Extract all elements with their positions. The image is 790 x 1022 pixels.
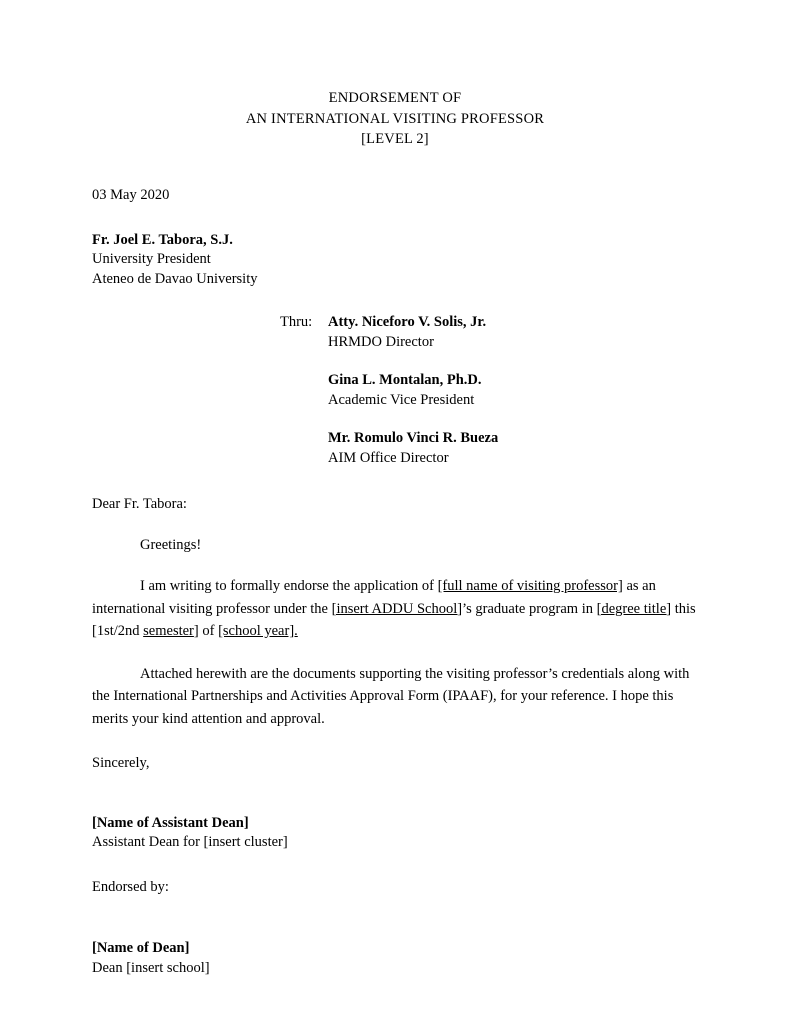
addressee-block <box>92 231 698 290</box>
addressee-name: Fr. Joel E. Tabora, S.J. <box>92 231 233 248</box>
closing: Sincerely, <box>92 755 150 771</box>
para1-seg3: ’s graduate program in <box>462 600 597 617</box>
title-line-2: AN INTERNATIONAL VISITING PROFESSOR <box>245 110 545 127</box>
addressee-position: University President <box>92 251 211 267</box>
title-line-1: ENDORSEMENT OF <box>328 90 462 106</box>
para1-field-school-year: [school year]. <box>218 623 298 639</box>
thru-recipient-3-position: AIM Office Director <box>328 449 449 466</box>
endorsed-by-label: Endorsed by: <box>92 878 169 895</box>
body-paragraph-2: Attached herewith are the documents supporting the visiting professor’s credentials along with the International Partnerships and Activities Approval Form (IPAAF), for your reference. I hope this merits your kind attention and approval. <box>92 665 690 727</box>
thru-recipient-1-position: HRMDO Director <box>328 333 434 350</box>
thru-recipient-3 <box>280 429 698 468</box>
endorser-name: [Name of Dean] <box>92 940 190 956</box>
endorser-role: Dean [insert school] <box>92 959 210 976</box>
body-paragraph-1 <box>92 575 698 643</box>
salutation: Dear Fr. Tabora: <box>92 496 187 512</box>
endorser-block <box>92 939 698 978</box>
para1-field-professor-name: [full name of visiting professor] <box>437 578 623 594</box>
letter-date: 03 May 2020 <box>92 186 170 203</box>
thru-block <box>280 313 698 468</box>
thru-recipient-2-position: Academic Vice President <box>328 391 475 408</box>
document-title <box>92 88 698 150</box>
para1-seg5: ] of <box>193 623 219 639</box>
thru-recipient-3-name: Mr. Romulo Vinci R. Bueza <box>328 430 499 446</box>
thru-label: Thru: <box>280 314 313 330</box>
signatory-role: Assistant Dean for [insert cluster] <box>92 834 288 850</box>
thru-recipient-2 <box>280 371 698 410</box>
para1-seg1: I am writing to formally endorse the application of <box>140 578 438 594</box>
signatory-name: [Name of Assistant Dean] <box>92 814 249 831</box>
addressee-institution: Ateneo de Davao University <box>92 270 258 287</box>
thru-recipient-1-name: Atty. Niceforo V. Solis, Jr. <box>328 314 487 330</box>
thru-recipient-2-name: Gina L. Montalan, Ph.D. <box>328 372 482 388</box>
title-line-3: [LEVEL 2] <box>361 131 429 147</box>
para1-seg4: this [1st/2nd <box>92 600 696 639</box>
para1-field-school: [insert ADDU School] <box>331 600 463 617</box>
greeting: Greetings! <box>140 536 202 553</box>
para1-field-semester: semester <box>143 623 194 639</box>
thru-recipient-1 <box>280 313 698 352</box>
signatory-block <box>92 814 698 853</box>
para1-field-degree: [degree title] <box>596 600 672 617</box>
para1-seg2: as an international visiting professor under the <box>92 578 656 617</box>
